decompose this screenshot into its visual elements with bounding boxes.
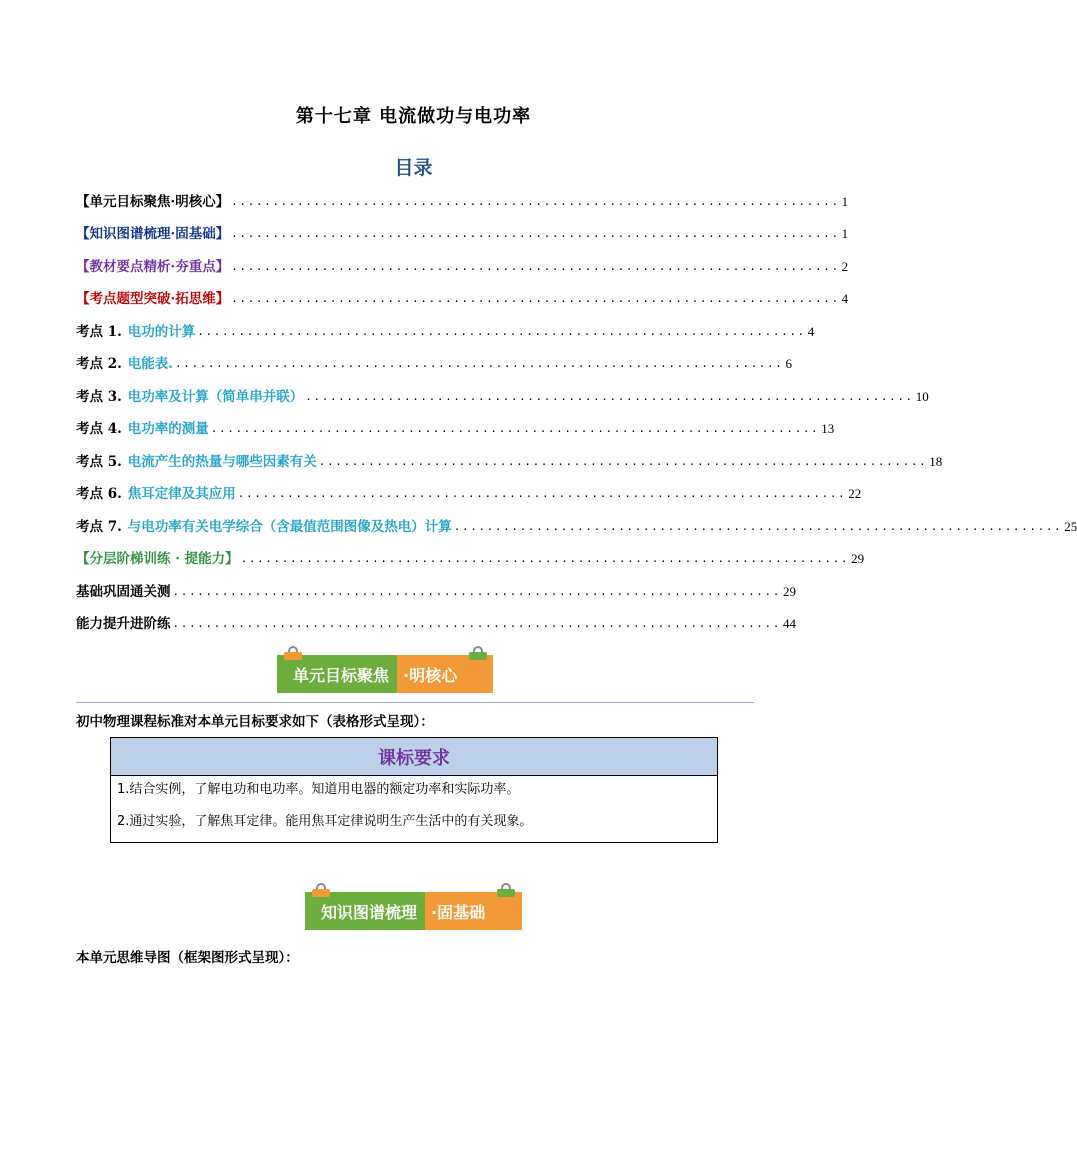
paper-clip-icon (284, 646, 302, 660)
toc-item-label: 与电功率有关电学综合（含最值范围图像及热电）计算 (127, 519, 452, 535)
toc-leader: .......................................................................... (231, 260, 840, 273)
toc-item-label: 电功的计算 (127, 324, 196, 340)
table-row: 1.结合实例，了解电功和电功率。知道用电器的额定功率和实际功率。 (117, 782, 520, 797)
toc-item-page: 1 (841, 226, 849, 241)
toc-item-page: 2 (841, 259, 849, 274)
toc-leader: .......................................................................... (318, 455, 928, 468)
toc-item[interactable] (76, 253, 849, 275)
banner-left: 单元目标聚焦 (277, 655, 397, 693)
toc-leader: .......................................................................... (305, 390, 914, 403)
toc-leader: .......................................................................... (175, 357, 784, 370)
paper-clip-icon (312, 883, 330, 897)
standards-table (110, 737, 718, 843)
toc-item-label: 电功率及计算（简单串并联） (127, 389, 304, 405)
toc-item-label: 能力提升进阶练 (76, 616, 171, 632)
toc-item[interactable] (76, 318, 815, 340)
toc-item-page: 13 (821, 421, 835, 436)
toc-item[interactable] (76, 415, 835, 437)
paper-clip-icon (469, 646, 487, 660)
toc-leader: .......................................................................... (453, 520, 1063, 533)
toc-item[interactable] (76, 610, 796, 632)
banner-right: ·明核心 (397, 655, 493, 693)
toc-item-page: 4 (841, 291, 849, 306)
divider (76, 702, 754, 703)
toc-leader: .......................................................................... (172, 585, 781, 598)
toc-leader: .......................................................................... (231, 227, 840, 240)
toc-item[interactable] (76, 285, 849, 307)
toc-item-label: 【单元目标聚焦·明核心】 (76, 194, 230, 210)
toc-item-page: 6 (785, 356, 792, 371)
table-body (111, 776, 717, 842)
toc-item-label: 【知识图谱梳理·固基础】 (76, 226, 230, 242)
toc-item-page: 10 (915, 389, 929, 404)
toc-leader: .......................................................................... (210, 422, 820, 435)
toc-item[interactable] (76, 350, 792, 372)
toc-item[interactable] (76, 578, 796, 600)
toc-item[interactable] (76, 220, 849, 242)
toc-item-page: 18 (929, 454, 943, 469)
toc-item-label: 【分层阶梯训练 · 提能力】 (76, 551, 239, 567)
toc-item-prefix: 考点 7. (76, 519, 122, 535)
toc-leader: .......................................................................... (197, 325, 806, 338)
toc-item-label: 电流产生的热量与哪些因素有关 (127, 454, 317, 470)
toc-leader: .......................................................................... (231, 195, 840, 208)
toc-item-label: 焦耳定律及其应用 (127, 486, 236, 502)
toc-item-label: 基础巩固通关测 (76, 584, 171, 600)
toc-item-page: 1 (841, 194, 849, 209)
toc-item-page: 25 (1064, 519, 1077, 534)
toc-item-prefix: 考点 5. (76, 454, 122, 470)
toc-leader: .......................................................................... (237, 487, 847, 500)
toc-item[interactable] (76, 448, 943, 470)
toc-item[interactable] (76, 513, 1077, 535)
toc-item-prefix: 考点 3. (76, 389, 122, 405)
toc-item-prefix: 考点 4. (76, 421, 122, 437)
toc-item-label: 电功率的测量 (127, 421, 209, 437)
toc-item-page: 44 (782, 616, 796, 631)
page-title: 第十七章 电流做功与电功率 (295, 106, 532, 127)
toc-item-page: 29 (851, 551, 865, 566)
intro-text-standards: 初中物理课程标准对本单元目标要求如下（表格形式呈现）： (76, 714, 434, 730)
section-banner-unit-goals (277, 655, 493, 693)
toc-title: 目录 (394, 157, 433, 179)
toc-item[interactable] (76, 545, 865, 567)
toc-item-label: 【考点题型突破·拓思维】 (76, 291, 230, 307)
section-banner-knowledge-map (305, 892, 522, 930)
paper-clip-icon (497, 883, 515, 897)
intro-text-mindmap: 本单元思维导图（框架图形式呈现）： (76, 950, 299, 966)
toc-leader: .......................................................................... (231, 292, 840, 305)
toc-item-page: 22 (848, 486, 862, 501)
toc-item-prefix: 考点 2. (76, 356, 122, 372)
banner-right: ·固基础 (425, 892, 522, 930)
toc-item-page: 29 (782, 584, 796, 599)
table-header: 课标要求 (111, 738, 717, 776)
toc-item[interactable] (76, 480, 862, 502)
toc-item-prefix: 考点 6. (76, 486, 122, 502)
banner-left: 知识图谱梳理 (305, 892, 425, 930)
toc-item[interactable] (76, 188, 849, 210)
toc-leader: .......................................................................... (172, 617, 781, 630)
toc-leader: .......................................................................... (240, 552, 850, 565)
table-row: 2.通过实验，了解焦耳定律。能用焦耳定律说明生产生活中的有关现象。 (117, 814, 533, 829)
toc-item-page: 4 (807, 324, 815, 339)
toc-item[interactable] (76, 383, 929, 405)
toc-item-prefix: 考点 1. (76, 324, 122, 340)
toc-item-label: 电能表. (127, 356, 173, 372)
toc-item-label: 【教材要点精析·夯重点】 (76, 259, 230, 275)
